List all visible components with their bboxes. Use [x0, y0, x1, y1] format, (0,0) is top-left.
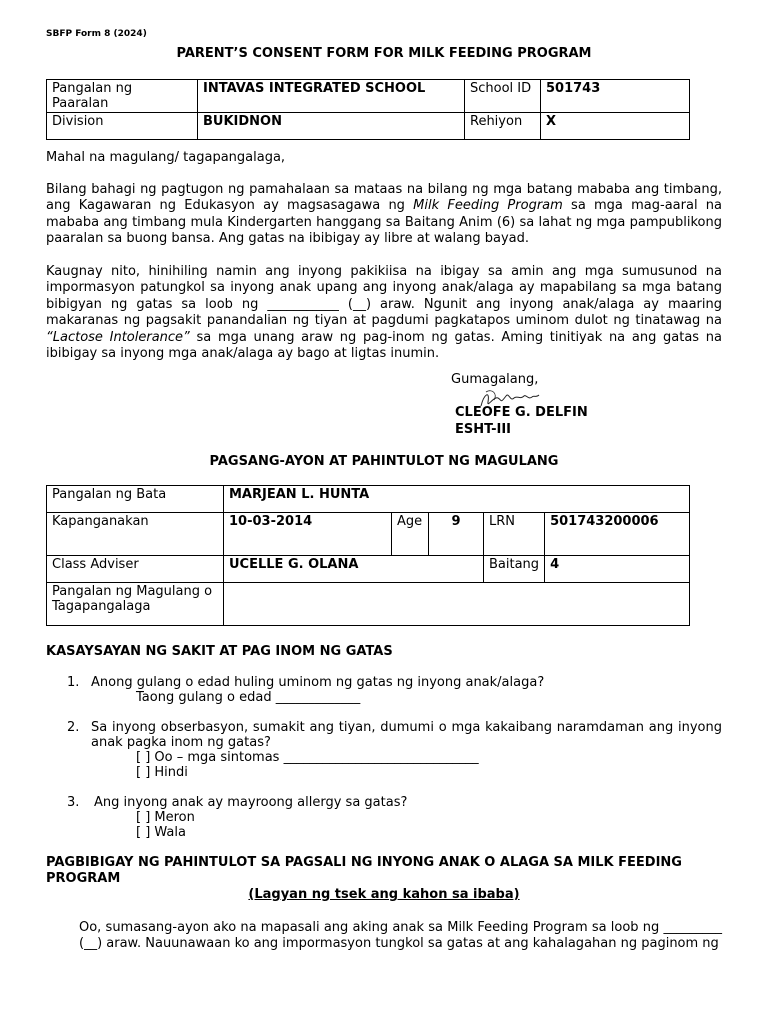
division-label: Division [47, 113, 198, 140]
birthdate-value: 10-03-2014 [224, 513, 392, 556]
question-2-text: Sa inyong obserbasyon, sumakit ang tiyan, dumumi o mga kakaibang naramdaman ang inyong anak pagka inom ng gatas? [91, 720, 722, 750]
grade-label: Baitang [484, 556, 545, 583]
letter-salutation: Mahal na magulang/ tagapangalaga, [46, 150, 286, 165]
permission-instruction: (Lagyan ng tsek ang kahon sa ibaba) [248, 887, 520, 902]
age-value: 9 [429, 513, 484, 556]
parent-name-field[interactable] [224, 583, 690, 626]
region-label: Rehiyon [465, 113, 541, 140]
school-id-label: School ID [465, 80, 541, 113]
permission-title: PAGBIBIGAY NG PAHINTULOT SA PAGSALI NG INYONG ANAK O ALAGA SA MILK FEEDING PROGRAM [46, 855, 682, 886]
form-title: PARENT’S CONSENT FORM FOR MILK FEEDING PROGRAM [176, 46, 592, 61]
school-name-value: INTAVAS INTEGRATED SCHOOL [198, 80, 465, 113]
child-info-table [46, 485, 690, 626]
parent-name-label: Pangalan ng Magulang o Tagapangalaga [47, 583, 224, 626]
child-name-value: MARJEAN L. HUNTA [224, 486, 690, 513]
age-label: Age [392, 513, 429, 556]
adviser-value: UCELLE G. OLANA [224, 556, 484, 583]
history-title: KASAYSAYAN NG SAKIT AT PAG INOM NG GATAS [46, 644, 393, 659]
letter-paragraph-1: Bilang bahagi ng pagtugon ng pamahalaan sa mataas na bilang ng mga batang mababa ang timbang, ang Kagawaran ng Edukasyon ay magsasagawa ng Milk Feeding Program sa mga mag-aaral na mababa ang timbang mula Kindergarten hanggang sa Baitang Anim (6) sa lahat ng mga pampublikong paaralan sa buong bansa. Ang gatas na ibibigay ay libre at walang bayad. [46, 182, 722, 247]
letter-closing: Gumagalang, [451, 372, 539, 387]
child-name-label: Pangalan ng Bata [47, 486, 224, 513]
question-1-answer-line[interactable]: Taong gulang o edad _____________ [136, 690, 361, 705]
grade-value: 4 [545, 556, 690, 583]
region-value: X [541, 113, 690, 140]
form-number: SBFP Form 8 (2024) [46, 29, 147, 39]
question-3-text: Ang inyong anak ay mayroong allergy sa gatas? [94, 795, 408, 810]
question-3-option-yes[interactable]: [ ] Meron [136, 810, 195, 825]
division-value: BUKIDNON [198, 113, 465, 140]
consent-title: PAGSANG-AYON AT PAHINTULOT NG MAGULANG [209, 454, 559, 469]
question-2-option-yes[interactable]: [ ] Oo – mga sintomas ______________________________ [136, 750, 479, 765]
school-id-value: 501743 [541, 80, 690, 113]
question-3-option-no[interactable]: [ ] Wala [136, 825, 186, 840]
signatory-name: CLEOFE G. DELFIN [455, 405, 588, 420]
lrn-label: LRN [484, 513, 545, 556]
letter-paragraph-2: Kaugnay nito, hinihiling namin ang inyong pakikiisa na ibigay sa amin ang mga sumusunod na impormasyon patungkol sa inyong anak upang ang inyong anak/alaga ay mapabilang sa mga batang bibigyan ng gatas sa loob ng ___________ (__) araw. Ngunit ang inyong anak/alaga ay maaring makaranas ng pagsakit panandalian ng tiyan at pagdumi pagkatapos uminom dulot ng tinatawag na “Lactose Intolerance” sa mga unang araw ng pag-inom ng gatas. Aming tinitiyak na ang gatas na ibibigay sa inyong mga anak/alaga ay bago at ligtas inumin. [46, 264, 722, 362]
question-1-text: Anong gulang o edad huling uminom ng gatas ng inyong anak/alaga? [91, 675, 545, 690]
lrn-value: 501743200006 [545, 513, 690, 556]
question-2-option-no[interactable]: [ ] Hindi [136, 765, 188, 780]
school-name-label: Pangalan ng Paaralan [47, 80, 198, 113]
question-1-number: 1. [67, 675, 80, 690]
permission-text: Oo, sumasang-ayon ako na mapasali ang aking anak sa Milk Feeding Program sa loob ng _________ (__) araw. Nauunawaan ko ang impormasyon tungkol sa gatas at ang kahalagahan ng paginom ng [79, 920, 722, 951]
adviser-label: Class Adviser [47, 556, 224, 583]
signatory-title: ESHT-III [455, 422, 511, 437]
question-2-number: 2. [67, 720, 80, 735]
birthdate-label: Kapanganakan [47, 513, 224, 556]
school-info-table [46, 79, 690, 140]
question-3-number: 3. [67, 795, 80, 810]
